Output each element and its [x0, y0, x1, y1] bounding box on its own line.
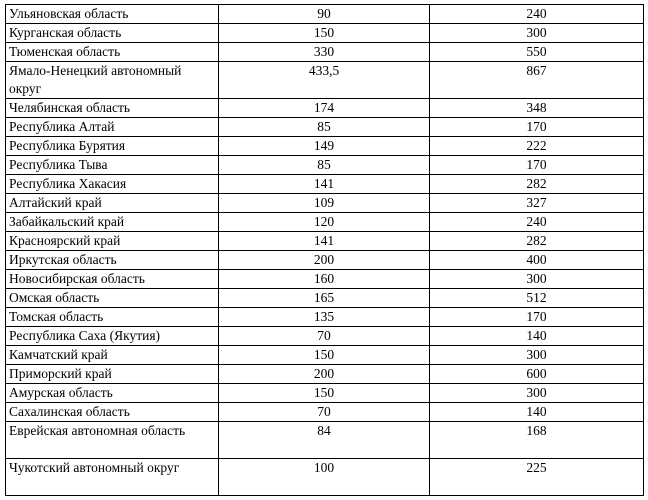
table-row — [6, 118, 644, 137]
table-row — [6, 289, 644, 308]
value2-cell: 140 — [430, 327, 644, 346]
table-row — [6, 403, 644, 422]
value1-cell: 85 — [219, 118, 430, 137]
table-row — [6, 327, 644, 346]
table-row — [6, 270, 644, 289]
table-row — [6, 24, 644, 43]
value2-cell: 282 — [430, 175, 644, 194]
value1-cell: 150 — [219, 346, 430, 365]
table-row — [6, 175, 644, 194]
table-row — [6, 422, 644, 459]
region-name-cell: Камчатский край — [6, 346, 219, 365]
region-name-cell: Новосибирская область — [6, 270, 219, 289]
region-name-cell: Ульяновская область — [6, 5, 219, 24]
value1-cell: 109 — [219, 194, 430, 213]
table-row — [6, 232, 644, 251]
value2-cell: 400 — [430, 251, 644, 270]
table-row — [6, 43, 644, 62]
table-row — [6, 459, 644, 496]
value1-cell: 174 — [219, 99, 430, 118]
value1-cell: 150 — [219, 384, 430, 403]
value1-cell: 433,5 — [219, 62, 430, 99]
table-row — [6, 346, 644, 365]
value2-cell: 222 — [430, 137, 644, 156]
table-row — [6, 251, 644, 270]
value2-cell: 282 — [430, 232, 644, 251]
value2-cell: 225 — [430, 459, 644, 496]
value2-cell: 600 — [430, 365, 644, 384]
value1-cell: 141 — [219, 175, 430, 194]
table-row — [6, 384, 644, 403]
value1-cell: 100 — [219, 459, 430, 496]
table-row — [6, 99, 644, 118]
region-name-cell: Забайкальский край — [6, 213, 219, 232]
value1-cell: 200 — [219, 251, 430, 270]
value2-cell: 300 — [430, 384, 644, 403]
region-name-cell: Чукотский автономный округ — [6, 459, 219, 496]
value2-cell: 240 — [430, 213, 644, 232]
value1-cell: 120 — [219, 213, 430, 232]
table-row — [6, 62, 644, 99]
value2-cell: 300 — [430, 270, 644, 289]
value1-cell: 90 — [219, 5, 430, 24]
region-name-cell: Алтайский край — [6, 194, 219, 213]
value2-cell: 140 — [430, 403, 644, 422]
region-name-cell: Ямало-Ненецкий автономный округ — [6, 62, 219, 99]
value1-cell: 70 — [219, 327, 430, 346]
region-name-cell: Омская область — [6, 289, 219, 308]
table-row — [6, 308, 644, 327]
value2-cell: 300 — [430, 346, 644, 365]
region-name-cell: Тюменская область — [6, 43, 219, 62]
table-row — [6, 213, 644, 232]
region-name-cell: Амурская область — [6, 384, 219, 403]
region-name-cell: Курганская область — [6, 24, 219, 43]
value1-cell: 330 — [219, 43, 430, 62]
value1-cell: 149 — [219, 137, 430, 156]
table-row — [6, 137, 644, 156]
value1-cell: 150 — [219, 24, 430, 43]
region-name-cell: Иркутская область — [6, 251, 219, 270]
value2-cell: 348 — [430, 99, 644, 118]
value1-cell: 84 — [219, 422, 430, 459]
value1-cell: 70 — [219, 403, 430, 422]
value1-cell: 200 — [219, 365, 430, 384]
value1-cell: 165 — [219, 289, 430, 308]
region-name-cell: Республика Тыва — [6, 156, 219, 175]
value2-cell: 170 — [430, 118, 644, 137]
region-name-cell: Томская область — [6, 308, 219, 327]
regions-table — [5, 4, 644, 496]
value2-cell: 170 — [430, 308, 644, 327]
table-row — [6, 194, 644, 213]
value1-cell: 160 — [219, 270, 430, 289]
value2-cell: 550 — [430, 43, 644, 62]
region-name-cell: Приморский край — [6, 365, 219, 384]
region-name-cell: Челябинская область — [6, 99, 219, 118]
value2-cell: 300 — [430, 24, 644, 43]
region-name-cell: Республика Бурятия — [6, 137, 219, 156]
regions-table-body — [6, 5, 644, 496]
region-name-cell: Республика Саха (Якутия) — [6, 327, 219, 346]
table-row — [6, 5, 644, 24]
region-name-cell: Сахалинская область — [6, 403, 219, 422]
value2-cell: 240 — [430, 5, 644, 24]
region-name-cell: Красноярский край — [6, 232, 219, 251]
region-name-cell: Республика Хакасия — [6, 175, 219, 194]
value2-cell: 327 — [430, 194, 644, 213]
value1-cell: 85 — [219, 156, 430, 175]
value2-cell: 170 — [430, 156, 644, 175]
table-row — [6, 365, 644, 384]
value1-cell: 141 — [219, 232, 430, 251]
table-row — [6, 156, 644, 175]
region-name-cell: Еврейская автономная область — [6, 422, 219, 459]
value2-cell: 512 — [430, 289, 644, 308]
value2-cell: 168 — [430, 422, 644, 459]
value1-cell: 135 — [219, 308, 430, 327]
region-name-cell: Республика Алтай — [6, 118, 219, 137]
value2-cell: 867 — [430, 62, 644, 99]
